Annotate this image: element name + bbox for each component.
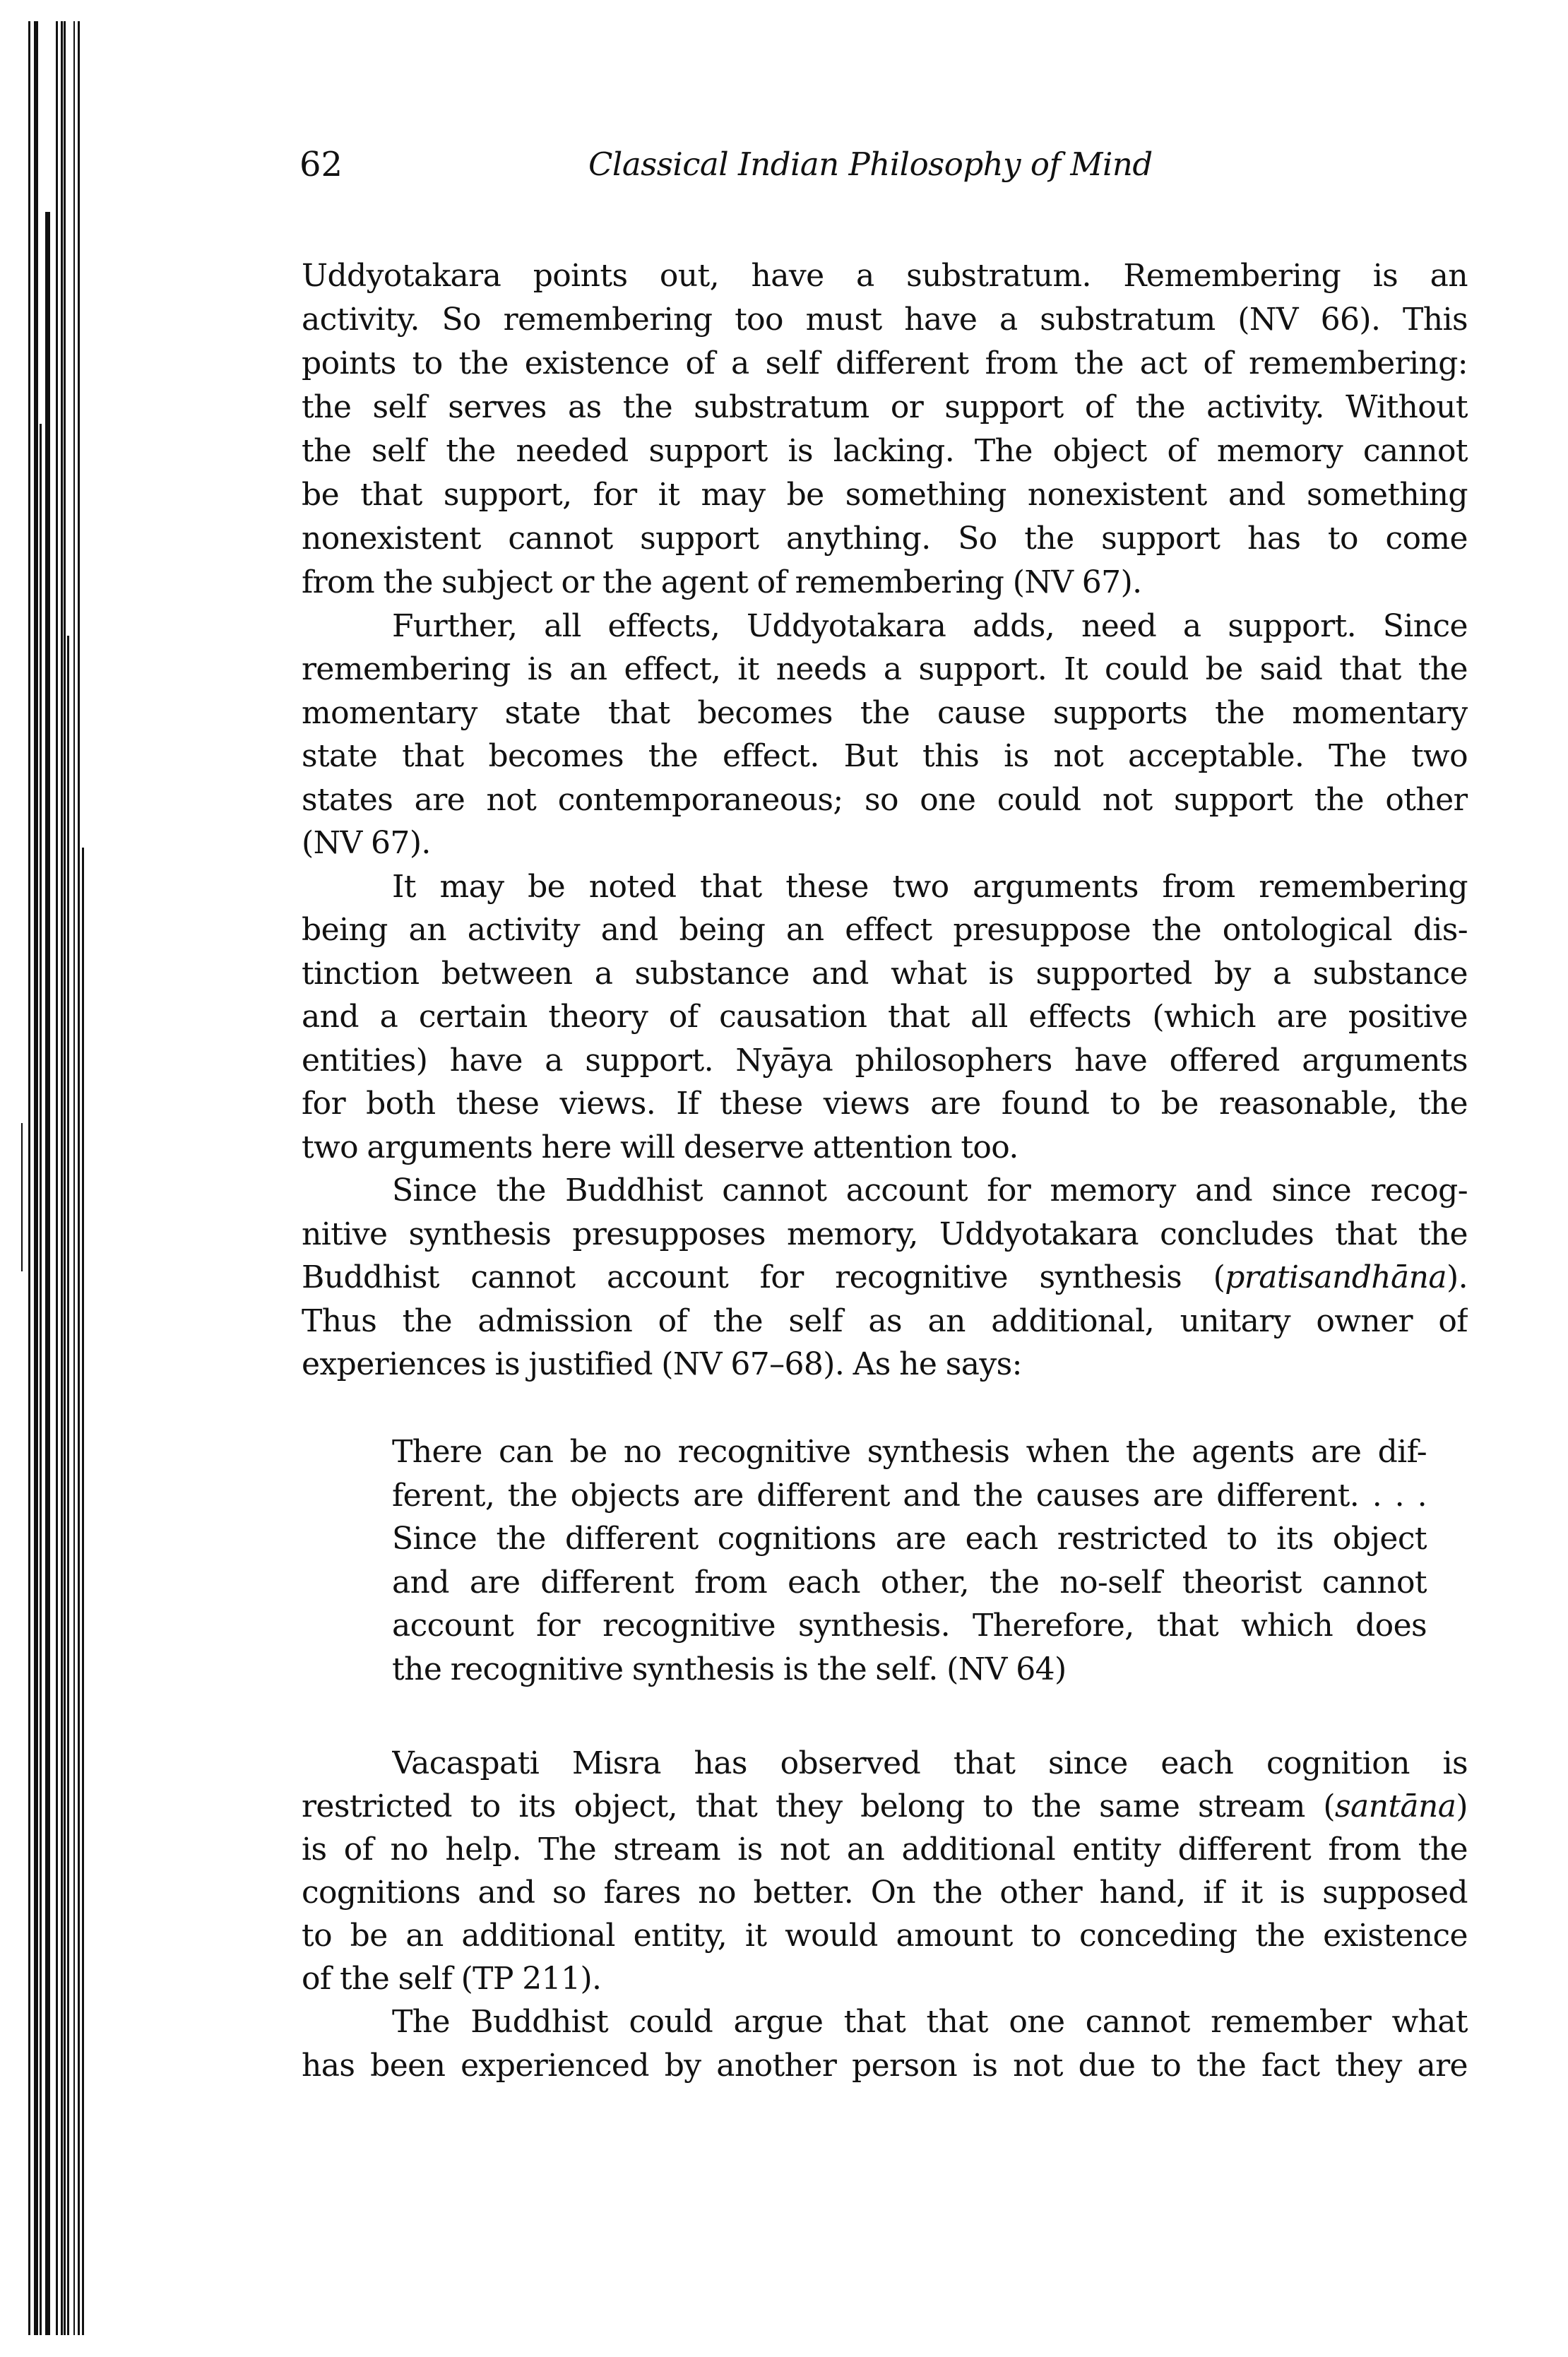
text-line: (NV 67). (302, 825, 431, 861)
text-line: entities) have a support. Nyāya philosophers have offered arguments (302, 1043, 1468, 1079)
binding-line (56, 21, 58, 2335)
text-line: for both these views. If these views are found to be reasonable, the (302, 1086, 1468, 1122)
text-line: Vacaspati Misra has observed that since each cognition is (392, 1745, 1468, 1781)
binding-line (64, 21, 66, 2335)
text-line: experiences is justified (NV 67–68). As he says: (302, 1346, 1022, 1382)
binding-line (45, 212, 50, 2335)
text-line: It may be noted that these two arguments from remembering (392, 869, 1468, 905)
page-number: 62 (299, 145, 343, 184)
text-line: the self the needed support is lacking. The object of memory cannot (302, 433, 1468, 469)
text-line: Uddyotakara points out, have a substratum. Remembering is an (302, 258, 1468, 294)
text-line: nitive synthesis presupposes memory, Uddyotakara concludes that the (302, 1216, 1468, 1252)
text-line: be that support, for it may be something nonexistent and something (302, 477, 1468, 513)
text-line: cognitions and so fares no better. On the other hand, if it is supposed (302, 1875, 1468, 1911)
binding-line (82, 848, 84, 2335)
text-line: state that becomes the effect. But this is not acceptable. The two (302, 738, 1468, 774)
text-line: is of no help. The stream is not an additional entity different from the (302, 1831, 1468, 1868)
text-line: the self serves as the substratum or support of the activity. Without (302, 389, 1468, 425)
text-line: Since the Buddhist cannot account for memory and since recog- (392, 1172, 1468, 1209)
text-line: nonexistent cannot support anything. So the support has to come (302, 521, 1468, 557)
binding-line (40, 424, 42, 2335)
text-line: Since the different cognitions are each restricted to its object (392, 1521, 1427, 1557)
text-line: restricted to its object, that they belong to the same stream (santāna) (302, 1788, 1468, 1824)
text-line: states are not contemporaneous; so one could not support the other (302, 782, 1468, 818)
binding-line (21, 1123, 23, 1271)
running-header-title: Classical Indian Philosophy of Mind (588, 146, 1153, 183)
text-line: Further, all effects, Uddyotakara adds, need a support. Since (392, 608, 1468, 644)
text-line: account for recognitive synthesis. Therefore, that which does (392, 1608, 1427, 1644)
text-line: points to the existence of a self different from the act of remembering: (302, 345, 1468, 381)
text-line: The Buddhist could argue that that one cannot remember what (392, 2004, 1468, 2040)
binding-line (28, 21, 30, 2335)
binding-line (34, 21, 38, 2335)
scan-binding-shadow (0, 0, 99, 2357)
text-line: ferent, the objects are different and the causes are different. . . . (392, 1478, 1427, 1514)
text-line: tinction between a substance and what is supported by a substance (302, 956, 1468, 992)
text-line: the recognitive synthesis is the self. (NV 64) (392, 1651, 1067, 1687)
binding-line (67, 636, 69, 2335)
text-line: being an activity and being an effect presuppose the ontological dis- (302, 912, 1468, 948)
text-line: of the self (TP 211). (302, 1961, 602, 1997)
text-line: and a certain theory of causation that all effects (which are positive (302, 999, 1468, 1035)
binding-line (78, 21, 80, 2335)
text-line: to be an additional entity, it would amount to conceding the existence (302, 1918, 1468, 1954)
text-line: momentary state that becomes the cause supports the momentary (302, 695, 1468, 731)
text-line: has been experienced by another person is not due to the fact they are (302, 2048, 1468, 2084)
binding-line (73, 21, 75, 2335)
text-line: two arguments here will deserve attention too. (302, 1129, 1018, 1165)
text-line: and are different from each other, the no-self theorist cannot (392, 1565, 1427, 1601)
text-line: from the subject or the agent of remembering (NV 67). (302, 564, 1142, 600)
binding-line (61, 21, 63, 2335)
text-line: Buddhist cannot account for recognitive synthesis (pratisandhāna). (302, 1259, 1468, 1295)
text-line: There can be no recognitive synthesis when the agents are dif- (392, 1434, 1427, 1470)
text-line: remembering is an effect, it needs a support. It could be said that the (302, 651, 1468, 687)
text-line: activity. So remembering too must have a substratum (NV 66). This (302, 302, 1468, 338)
text-line: Thus the admission of the self as an additional, unitary owner of (302, 1303, 1468, 1339)
